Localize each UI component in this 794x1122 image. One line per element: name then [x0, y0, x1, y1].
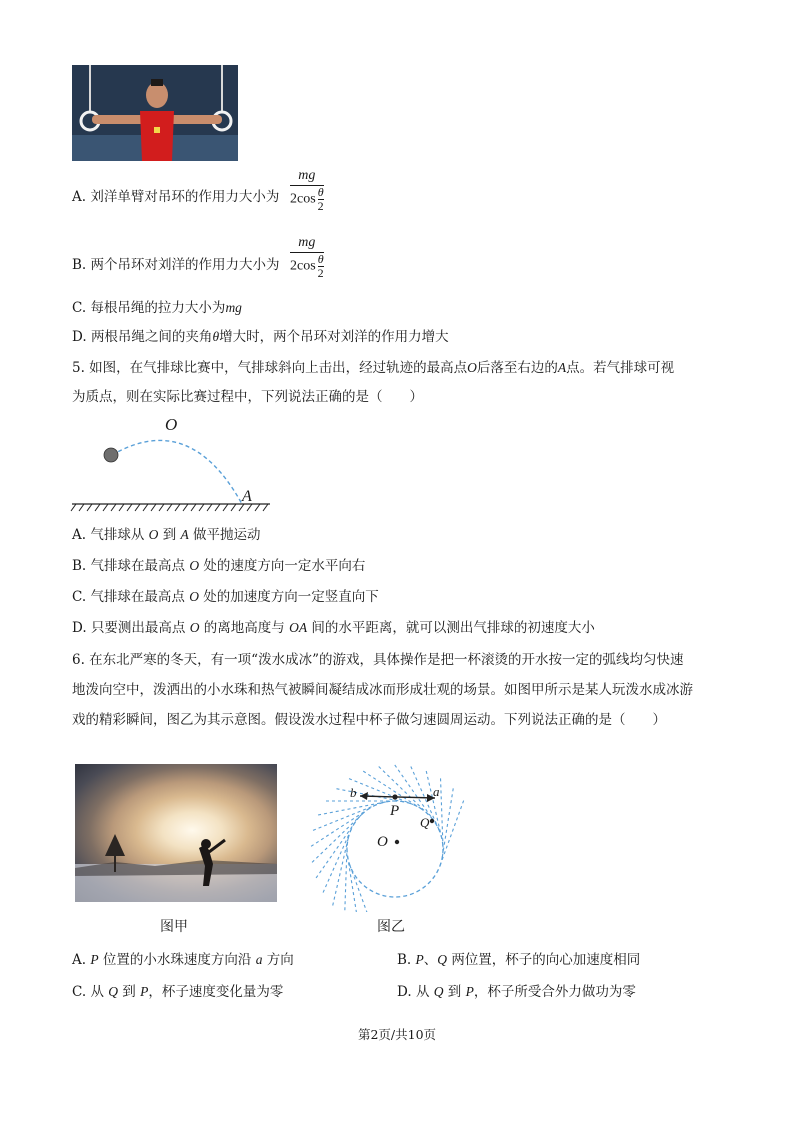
q5-trajectory-figure	[70, 412, 280, 516]
q4-option-a: A. 刘洋单臂对吊环的作用力大小为	[72, 189, 280, 205]
gymnast-rings-photo	[72, 65, 238, 161]
q5-option-a: A. 气排球从 O 到 A 做平抛运动	[72, 527, 261, 543]
q6-stem-line3: 戏的精彩瞬间，图乙为其示意图。假设泼水过程中杯子做匀速圆周运动。下列说法正确的是（ ）	[72, 712, 666, 728]
tangent-ray	[378, 766, 428, 815]
tangent-ray	[440, 800, 464, 866]
q6-option-c: C. 从 Q 到 P，杯子速度变化量为零	[72, 984, 284, 1000]
tangent-ray	[442, 787, 453, 856]
diagram-label-o: O	[377, 834, 388, 850]
tangent-ray	[317, 802, 386, 815]
q4-option-b-fraction: mg $2\cos \frac{\theta}{2}$	[290, 235, 324, 280]
q5-label-a: A	[242, 488, 252, 505]
q4-option-c: C. 每根吊绳的拉力大小为mg	[72, 300, 242, 316]
q5-option-b: B. 气排球在最高点 O 处的速度方向一定水平向右	[72, 558, 366, 574]
q5-option-d: D. 只要测出最高点 O 的离地高度与 OA 间的水平距离，就可以测出气排球的初速度大小	[72, 620, 595, 636]
tangent-ray	[350, 865, 374, 912]
q5-option-c: C. 气排球在最高点 O 处的加速度方向一定竖直向下	[72, 589, 379, 605]
tangent-ray	[394, 764, 434, 821]
q6-option-a: A. P 位置的小水珠速度方向沿 a 方向	[72, 952, 294, 968]
q4-option-b: B. 两个吊环对刘洋的作用力大小为	[72, 257, 280, 273]
q5-stem-line1: 5. 如图，在气排球比赛中，气排球斜向上击出，经过轨迹的最高点O后落至右边的A点。若气排球可视	[72, 360, 675, 376]
caption-figure-b: 图乙	[377, 919, 405, 935]
circular-motion-diagram	[300, 757, 490, 912]
diagram-label-p: P	[390, 803, 400, 819]
tangent-ray	[311, 815, 361, 864]
q5-label-o: O	[165, 415, 178, 434]
tangent-ray	[345, 847, 347, 912]
q6-stem-line2: 地泼向空中，泼洒出的小水珠和热气被瞬间凝结成冰而形成壮观的场景。如图甲所示是某人玩泼水成冰游	[72, 682, 693, 698]
q4-option-d: D. 两根吊绳之间的夹角θ增大时，两个吊环对刘洋的作用力增大	[72, 329, 449, 345]
q6-option-b: B. P、Q 两位置，杯子的向心加速度相同	[397, 952, 641, 968]
q5-stem-line2: 为质点，则在实际比赛过程中，下列说法正确的是（ ）	[72, 389, 423, 405]
caption-figure-a: 图甲	[160, 919, 188, 935]
page-number-footer: 第2页/共10页	[357, 1027, 437, 1042]
diagram-label-a: a	[433, 784, 440, 799]
tangent-ray	[312, 805, 377, 831]
diagram-label-q: Q	[420, 815, 430, 830]
diagram-label-b: b	[350, 785, 357, 800]
q4-option-a-fraction: mg $2\cos \frac{\theta}{2}$	[290, 168, 324, 213]
water-to-ice-photo	[75, 764, 277, 902]
q6-option-d: D. 从 Q 到 P，杯子所受合外力做功为零	[397, 984, 636, 1000]
q6-stem-line1: 6. 在东北严寒的冬天，有一项“泼水成冰”的游戏，具体操作是把一杯滚烫的开水按一定的弧线均匀快速	[72, 652, 684, 668]
